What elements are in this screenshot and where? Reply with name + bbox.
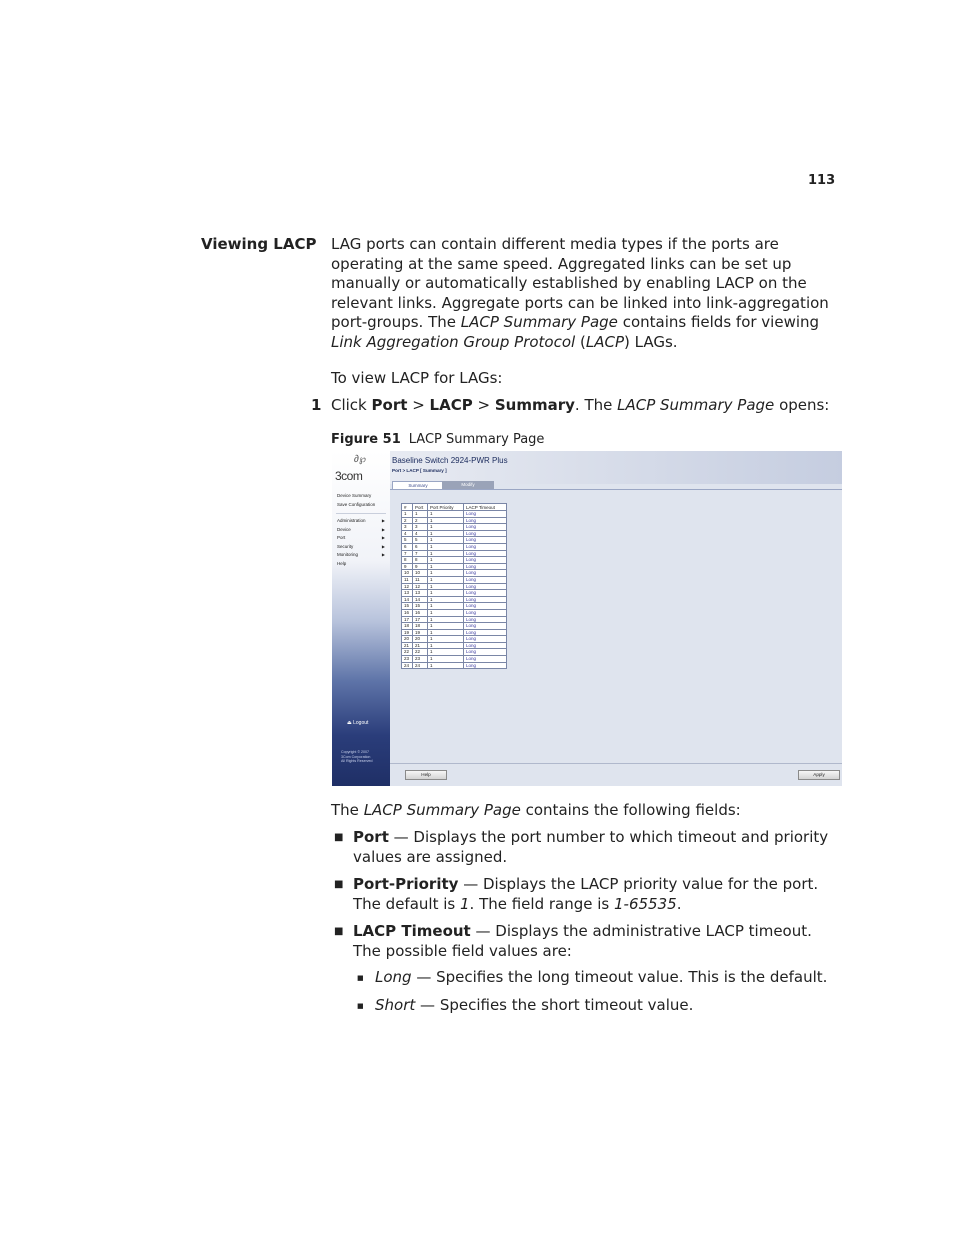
sidebar-item-device[interactable]: Device ▶ — [337, 527, 385, 532]
lacp-summary-table — [401, 503, 507, 669]
row-index-cell: 9 — [402, 563, 413, 570]
tab-modify[interactable]: Modify — [442, 481, 494, 489]
port-priority-cell: 1 — [428, 530, 464, 537]
lacp-timeout-cell: Long — [464, 543, 507, 550]
logout-icon: ⏏ — [347, 720, 352, 726]
row-index-cell: 23 — [402, 656, 413, 663]
fields-lead: The LACP Summary Page contains the following fields: — [331, 801, 741, 819]
port-cell: 18 — [413, 623, 428, 630]
table-row — [402, 642, 507, 649]
row-index-cell: 16 — [402, 609, 413, 616]
column-header: Port — [413, 504, 428, 511]
lacp-timeout-cell: Long — [464, 596, 507, 603]
column-header: Port Priority — [428, 504, 464, 511]
sub-bullet-icon: ■ — [357, 1002, 364, 1010]
row-index-cell: 7 — [402, 550, 413, 557]
port-priority-cell: 1 — [428, 623, 464, 630]
app-title: Baseline Switch 2924-PWR Plus — [392, 456, 508, 465]
figure-caption — [331, 432, 544, 447]
tab-summary[interactable]: Summary — [392, 481, 444, 490]
port-cell: 7 — [413, 550, 428, 557]
page-number: 113 — [808, 173, 836, 188]
sidebar-item-help[interactable]: Help — [337, 561, 347, 566]
field-lacp-timeout: LACP Timeout — Displays the administrative LACP timeout. The possible field values are: — [353, 922, 812, 960]
port-cell: 5 — [413, 537, 428, 544]
port-cell: 4 — [413, 530, 428, 537]
port-priority-cell: 1 — [428, 656, 464, 663]
table-row — [402, 629, 507, 636]
chevron-right-icon: ▶ — [381, 544, 385, 549]
chevron-right-icon: ▶ — [381, 552, 385, 557]
port-cell: 21 — [413, 642, 428, 649]
table-row — [402, 543, 507, 550]
value-long: Long — Specifies the long timeout value. This is the default. — [375, 968, 828, 986]
breadcrumb: Port > LACP [ Summary ] — [392, 468, 447, 473]
lacp-timeout-cell: Long — [464, 636, 507, 643]
port-cell: 23 — [413, 656, 428, 663]
port-priority-cell: 1 — [428, 570, 464, 577]
row-index-cell: 21 — [402, 642, 413, 649]
row-index-cell: 24 — [402, 662, 413, 669]
table-row — [402, 557, 507, 564]
row-index-cell: 8 — [402, 557, 413, 564]
lacp-timeout-cell: Long — [464, 517, 507, 524]
lacp-timeout-cell: Long — [464, 550, 507, 557]
field-port-priority: Port-Priority — Displays the LACP priority value for the port. The default is 1. The field range is 1-65535. — [353, 875, 819, 913]
row-index-cell: 13 — [402, 590, 413, 597]
port-cell: 9 — [413, 563, 428, 570]
row-index-cell: 17 — [402, 616, 413, 623]
logo: 3com — [335, 469, 363, 483]
lacp-timeout-cell: Long — [464, 583, 507, 590]
port-priority-cell: 1 — [428, 517, 464, 524]
table-row — [402, 517, 507, 524]
port-priority-cell: 1 — [428, 596, 464, 603]
table-row — [402, 563, 507, 570]
table-row — [402, 609, 507, 616]
lacp-summary-screenshot — [332, 451, 842, 786]
table-row — [402, 636, 507, 643]
port-priority-cell: 1 — [428, 649, 464, 656]
sidebar — [332, 451, 390, 786]
sidebar-item-administration[interactable]: Administration ▶ — [337, 518, 385, 523]
row-index-cell: 15 — [402, 603, 413, 610]
row-index-cell: 14 — [402, 596, 413, 603]
port-cell: 6 — [413, 543, 428, 550]
apply-button[interactable]: Apply — [798, 770, 840, 780]
figure-label: Figure 51 — [331, 432, 401, 447]
table-row — [402, 590, 507, 597]
lacp-timeout-cell: Long — [464, 609, 507, 616]
row-index-cell: 2 — [402, 517, 413, 524]
section-title: Viewing LACP — [201, 235, 317, 253]
copyright: Copyright © 2007 3Com Corporation All Rights Reserved — [341, 750, 373, 763]
port-priority-cell: 1 — [428, 583, 464, 590]
footer-bar — [390, 763, 842, 786]
bullet-icon: ■ — [334, 879, 344, 890]
port-cell: 8 — [413, 557, 428, 564]
port-cell: 19 — [413, 629, 428, 636]
port-cell: 12 — [413, 583, 428, 590]
table-row — [402, 537, 507, 544]
table-row — [402, 530, 507, 537]
lacp-timeout-cell: Long — [464, 576, 507, 583]
port-cell: 13 — [413, 590, 428, 597]
table-row — [402, 603, 507, 610]
table-row — [402, 550, 507, 557]
port-priority-cell: 1 — [428, 543, 464, 550]
table-row — [402, 576, 507, 583]
port-cell: 14 — [413, 596, 428, 603]
step-text: Click Port > LACP > Summary. The LACP Summary Page opens: — [331, 396, 830, 414]
port-priority-cell: 1 — [428, 511, 464, 518]
port-priority-cell: 1 — [428, 524, 464, 531]
port-cell: 10 — [413, 570, 428, 577]
port-cell: 20 — [413, 636, 428, 643]
column-header: # — [402, 504, 413, 511]
row-index-cell: 12 — [402, 583, 413, 590]
port-cell: 22 — [413, 649, 428, 656]
lacp-timeout-cell: Long — [464, 557, 507, 564]
intro-paragraph: LAG ports can contain different media types if the ports are operating at the same speed. Aggregated links can be set up manually or automatically established by enabling LACP on the relevant links. Aggregate ports can be linked into link-aggregation port-groups. The LACP Summary Page contains fields for viewing Link Aggregation Group Protocol (LACP) LAGs. — [331, 235, 829, 351]
app-header — [390, 451, 842, 484]
port-priority-cell: 1 — [428, 563, 464, 570]
port-priority-cell: 1 — [428, 642, 464, 649]
tab-divider — [390, 489, 842, 490]
intro-instruction: To view LACP for LAGs: — [331, 369, 503, 387]
sub-bullet-icon: ■ — [357, 974, 364, 982]
port-cell: 16 — [413, 609, 428, 616]
port-priority-cell: 1 — [428, 603, 464, 610]
chevron-right-icon: ▶ — [381, 518, 385, 523]
lacp-timeout-cell: Long — [464, 537, 507, 544]
port-priority-cell: 1 — [428, 629, 464, 636]
port-cell: 2 — [413, 517, 428, 524]
port-cell: 15 — [413, 603, 428, 610]
port-priority-cell: 1 — [428, 557, 464, 564]
row-index-cell: 22 — [402, 649, 413, 656]
row-index-cell: 3 — [402, 524, 413, 531]
lacp-timeout-cell: Long — [464, 511, 507, 518]
port-priority-cell: 1 — [428, 636, 464, 643]
sidebar-item-security[interactable]: Security ▶ — [337, 544, 385, 549]
lacp-timeout-cell: Long — [464, 656, 507, 663]
row-index-cell: 19 — [402, 629, 413, 636]
port-cell: 11 — [413, 576, 428, 583]
row-index-cell: 4 — [402, 530, 413, 537]
lacp-timeout-cell: Long — [464, 662, 507, 669]
port-priority-cell: 1 — [428, 576, 464, 583]
lacp-timeout-cell: Long — [464, 642, 507, 649]
row-index-cell: 11 — [402, 576, 413, 583]
logout-link[interactable]: ⏏ Logout — [347, 720, 369, 726]
table-row — [402, 583, 507, 590]
field-port: Port — Displays the port number to which timeout and priority values are assigned. — [353, 828, 829, 866]
table-row — [402, 623, 507, 630]
lacp-timeout-cell: Long — [464, 590, 507, 597]
table-row — [402, 662, 507, 669]
figure-title: LACP Summary Page — [408, 432, 545, 447]
port-cell: 1 — [413, 511, 428, 518]
lacp-timeout-cell: Long — [464, 616, 507, 623]
row-index-cell: 10 — [402, 570, 413, 577]
chevron-right-icon: ▶ — [381, 527, 385, 532]
table-row — [402, 596, 507, 603]
sidebar-link-save-configuration[interactable]: Save Configuration — [337, 502, 376, 507]
port-priority-cell: 1 — [428, 590, 464, 597]
port-cell: 3 — [413, 524, 428, 531]
help-button[interactable]: Help — [405, 770, 447, 780]
lacp-timeout-cell: Long — [464, 524, 507, 531]
bullet-icon: ■ — [334, 926, 344, 937]
sidebar-link-device-summary[interactable]: Device Summary — [337, 493, 372, 498]
table-row — [402, 656, 507, 663]
port-cell: 17 — [413, 616, 428, 623]
port-priority-cell: 1 — [428, 616, 464, 623]
row-index-cell: 20 — [402, 636, 413, 643]
table-row — [402, 616, 507, 623]
port-priority-cell: 1 — [428, 550, 464, 557]
column-header: LACP Timeout — [464, 504, 507, 511]
bullet-icon: ■ — [334, 832, 344, 843]
port-priority-cell: 1 — [428, 662, 464, 669]
row-index-cell: 1 — [402, 511, 413, 518]
lacp-timeout-cell: Long — [464, 603, 507, 610]
lacp-timeout-cell: Long — [464, 563, 507, 570]
table-row — [402, 570, 507, 577]
table-row — [402, 511, 507, 518]
sidebar-item-port[interactable]: Port ▶ — [337, 535, 385, 540]
row-index-cell: 5 — [402, 537, 413, 544]
sidebar-divider — [336, 513, 386, 514]
table-row — [402, 524, 507, 531]
lacp-timeout-cell: Long — [464, 570, 507, 577]
table-header-row — [402, 504, 507, 511]
lacp-timeout-cell: Long — [464, 530, 507, 537]
port-priority-cell: 1 — [428, 537, 464, 544]
sidebar-item-monitoring[interactable]: Monitoring ▶ — [337, 552, 385, 557]
value-short: Short — Specifies the short timeout value. — [375, 996, 694, 1014]
logo-swirl-icon: ∂℘ — [354, 454, 366, 465]
port-cell: 24 — [413, 662, 428, 669]
lacp-timeout-cell: Long — [464, 623, 507, 630]
row-index-cell: 6 — [402, 543, 413, 550]
table-row — [402, 649, 507, 656]
chevron-right-icon: ▶ — [381, 535, 385, 540]
lacp-timeout-cell: Long — [464, 629, 507, 636]
lacp-timeout-cell: Long — [464, 649, 507, 656]
step-number: 1 — [311, 396, 322, 414]
port-priority-cell: 1 — [428, 609, 464, 616]
row-index-cell: 18 — [402, 623, 413, 630]
